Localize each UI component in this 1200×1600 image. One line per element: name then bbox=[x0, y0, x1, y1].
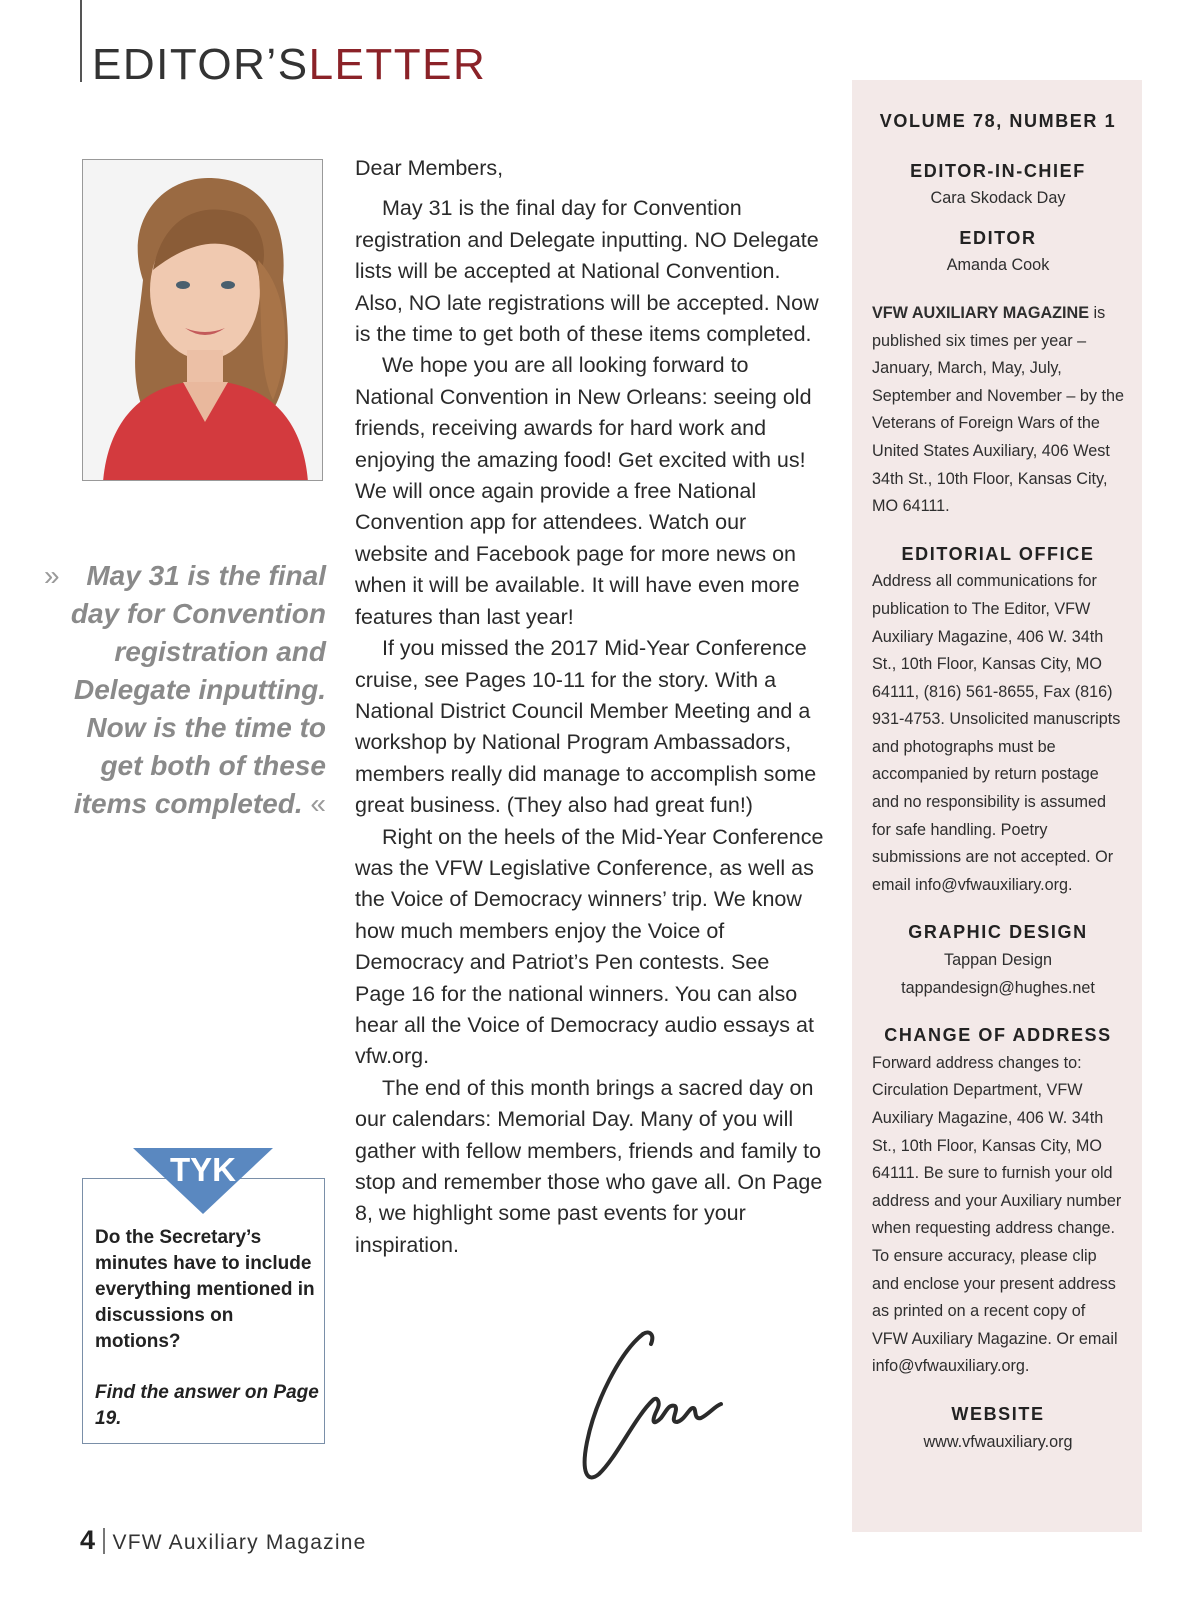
tyk-question: Do the Secretary’s minutes have to include everything mentioned in discussions on motions? bbox=[95, 1227, 315, 1352]
editor-name: Amanda Cook bbox=[946, 256, 1050, 275]
signature bbox=[565, 1322, 725, 1492]
footer-divider bbox=[103, 1528, 105, 1554]
page-title-letter: LETTER bbox=[308, 40, 487, 89]
graphic-design-email: tappandesign@hughes.net bbox=[901, 978, 1095, 997]
masthead-sidebar bbox=[852, 80, 1142, 1532]
letter-paragraph: The end of this month brings a sacred day on our calendars: Memorial Day. Many of you will gather with fellow members, friends and family to stop and remember those who gave all. On Page 8, we highlight some past events for your inspiration. bbox=[355, 1075, 823, 1257]
letter-paragraph: We hope you are all looking forward to National Convention in New Orleans: seeing old friends, receiving awards for hard work and enjoying the amazing food! Get excited with us! We will once again provide a free National Convention app for attendees. Watch our website and Facebook page for more news on when it will be available. It will have even more features than last year! bbox=[355, 353, 812, 629]
portrait-illustration bbox=[83, 160, 323, 481]
change-of-address-label: CHANGE OF ADDRESS bbox=[884, 1025, 1112, 1046]
page-title-editors: EDITOR’S bbox=[92, 40, 309, 89]
graphic-design-label: GRAPHIC DESIGN bbox=[908, 922, 1088, 943]
salutation: Dear Members, bbox=[355, 156, 504, 180]
spacer bbox=[872, 899, 1124, 919]
website-label: WEBSITE bbox=[951, 1403, 1045, 1424]
editorial-office-text: Address all communications for publication to The Editor, VFW Auxiliary Magazine, 406 W. 34th St., 10th Floor, Kansas City, MO 64111, (816) 561-8655, Fax (816) 931-4753. Unsolicited manuscripts and photographs must be accompanied by return postage and no responsibility is assumed for safe handling. Poetry submissions are not accepted. Or email info@vfwauxiliary.org. bbox=[872, 572, 1121, 894]
spacer bbox=[872, 213, 1124, 225]
pull-quote bbox=[44, 557, 326, 823]
editorial-office-label: EDITORIAL OFFICE bbox=[901, 543, 1095, 564]
tyk-label: TYK bbox=[170, 1151, 236, 1188]
letter-paragraph: May 31 is the final day for Convention registration and Delegate inputting. NO Delegate lists will be accepted at National Convention. Also, NO late registrations will be accepted. Now is the time to get both of these items completed. bbox=[355, 196, 819, 347]
tyk-answer: Find the answer on Page 19. bbox=[95, 1382, 319, 1429]
spacer bbox=[872, 280, 1124, 300]
spacer bbox=[872, 521, 1124, 541]
quote-open-chevron-icon: » bbox=[44, 560, 60, 591]
publication-info bbox=[872, 300, 1124, 521]
page-footer bbox=[80, 1525, 367, 1556]
letter-body bbox=[355, 153, 825, 1261]
graphic-design-name: Tappan Design bbox=[944, 951, 1052, 970]
editor-label: EDITOR bbox=[959, 227, 1037, 248]
quote-close-chevron-icon: « bbox=[310, 788, 326, 819]
editor-in-chief-name: Cara Skodack Day bbox=[930, 189, 1066, 208]
website-url: www.vfwauxiliary.org bbox=[923, 1432, 1073, 1451]
magazine-name: VFW Auxiliary Magazine bbox=[112, 1531, 367, 1554]
spacer bbox=[872, 1002, 1124, 1022]
page-title bbox=[92, 40, 486, 90]
spacer bbox=[872, 1381, 1124, 1401]
change-of-address-text: Forward address changes to: Circulation Department, VFW Auxiliary Magazine, 406 W. 34th St., 10th Floor, Kansas City, MO 64111. Be sure to furnish your old address and your Auxiliary number when requesting address change. To ensure accuracy, please clip and enclose your present address as printed on a recent copy of VFW Auxiliary Magazine. Or email info@vfwauxiliary.org. bbox=[872, 1053, 1122, 1376]
header-rule bbox=[80, 0, 82, 82]
letter-paragraph: If you missed the 2017 Mid-Year Conference cruise, see Pages 10-11 for the story. With a National District Council Member Meeting and a workshop by National Program Ambassadors, members really did manage to accomplish some great business. (They also had great fun!) bbox=[355, 636, 817, 818]
pull-quote-text: May 31 is the final day for Convention registration and Delegate inputting. Now is the time to get both of these items completed. bbox=[70, 560, 326, 819]
page-number: 4 bbox=[80, 1525, 96, 1555]
publication-name: VFW AUXILIARY MAGAZINE bbox=[872, 303, 1090, 322]
editor-in-chief-label: EDITOR-IN-CHIEF bbox=[910, 160, 1086, 181]
editor-portrait bbox=[82, 159, 323, 481]
publication-text: is published six times per year – January, March, May, July, September and November – by the Veterans of Foreign Wars of the United States Auxiliary, 406 West 34th St., 10th Floor, Kansas City, MO 64111. bbox=[872, 303, 1124, 516]
letter-paragraph: Right on the heels of the Mid-Year Conference was the VFW Legislative Conference, as well as the Voice of Democracy winners’ trip. We know how much members enjoy the Voice of Democracy and Patriot’s Pen contests. See Page 16 for the national winners. You can also hear all the Voice of Democracy audio essays at vfw.org. bbox=[355, 824, 824, 1069]
volume-number: VOLUME 78, NUMBER 1 bbox=[879, 111, 1117, 131]
